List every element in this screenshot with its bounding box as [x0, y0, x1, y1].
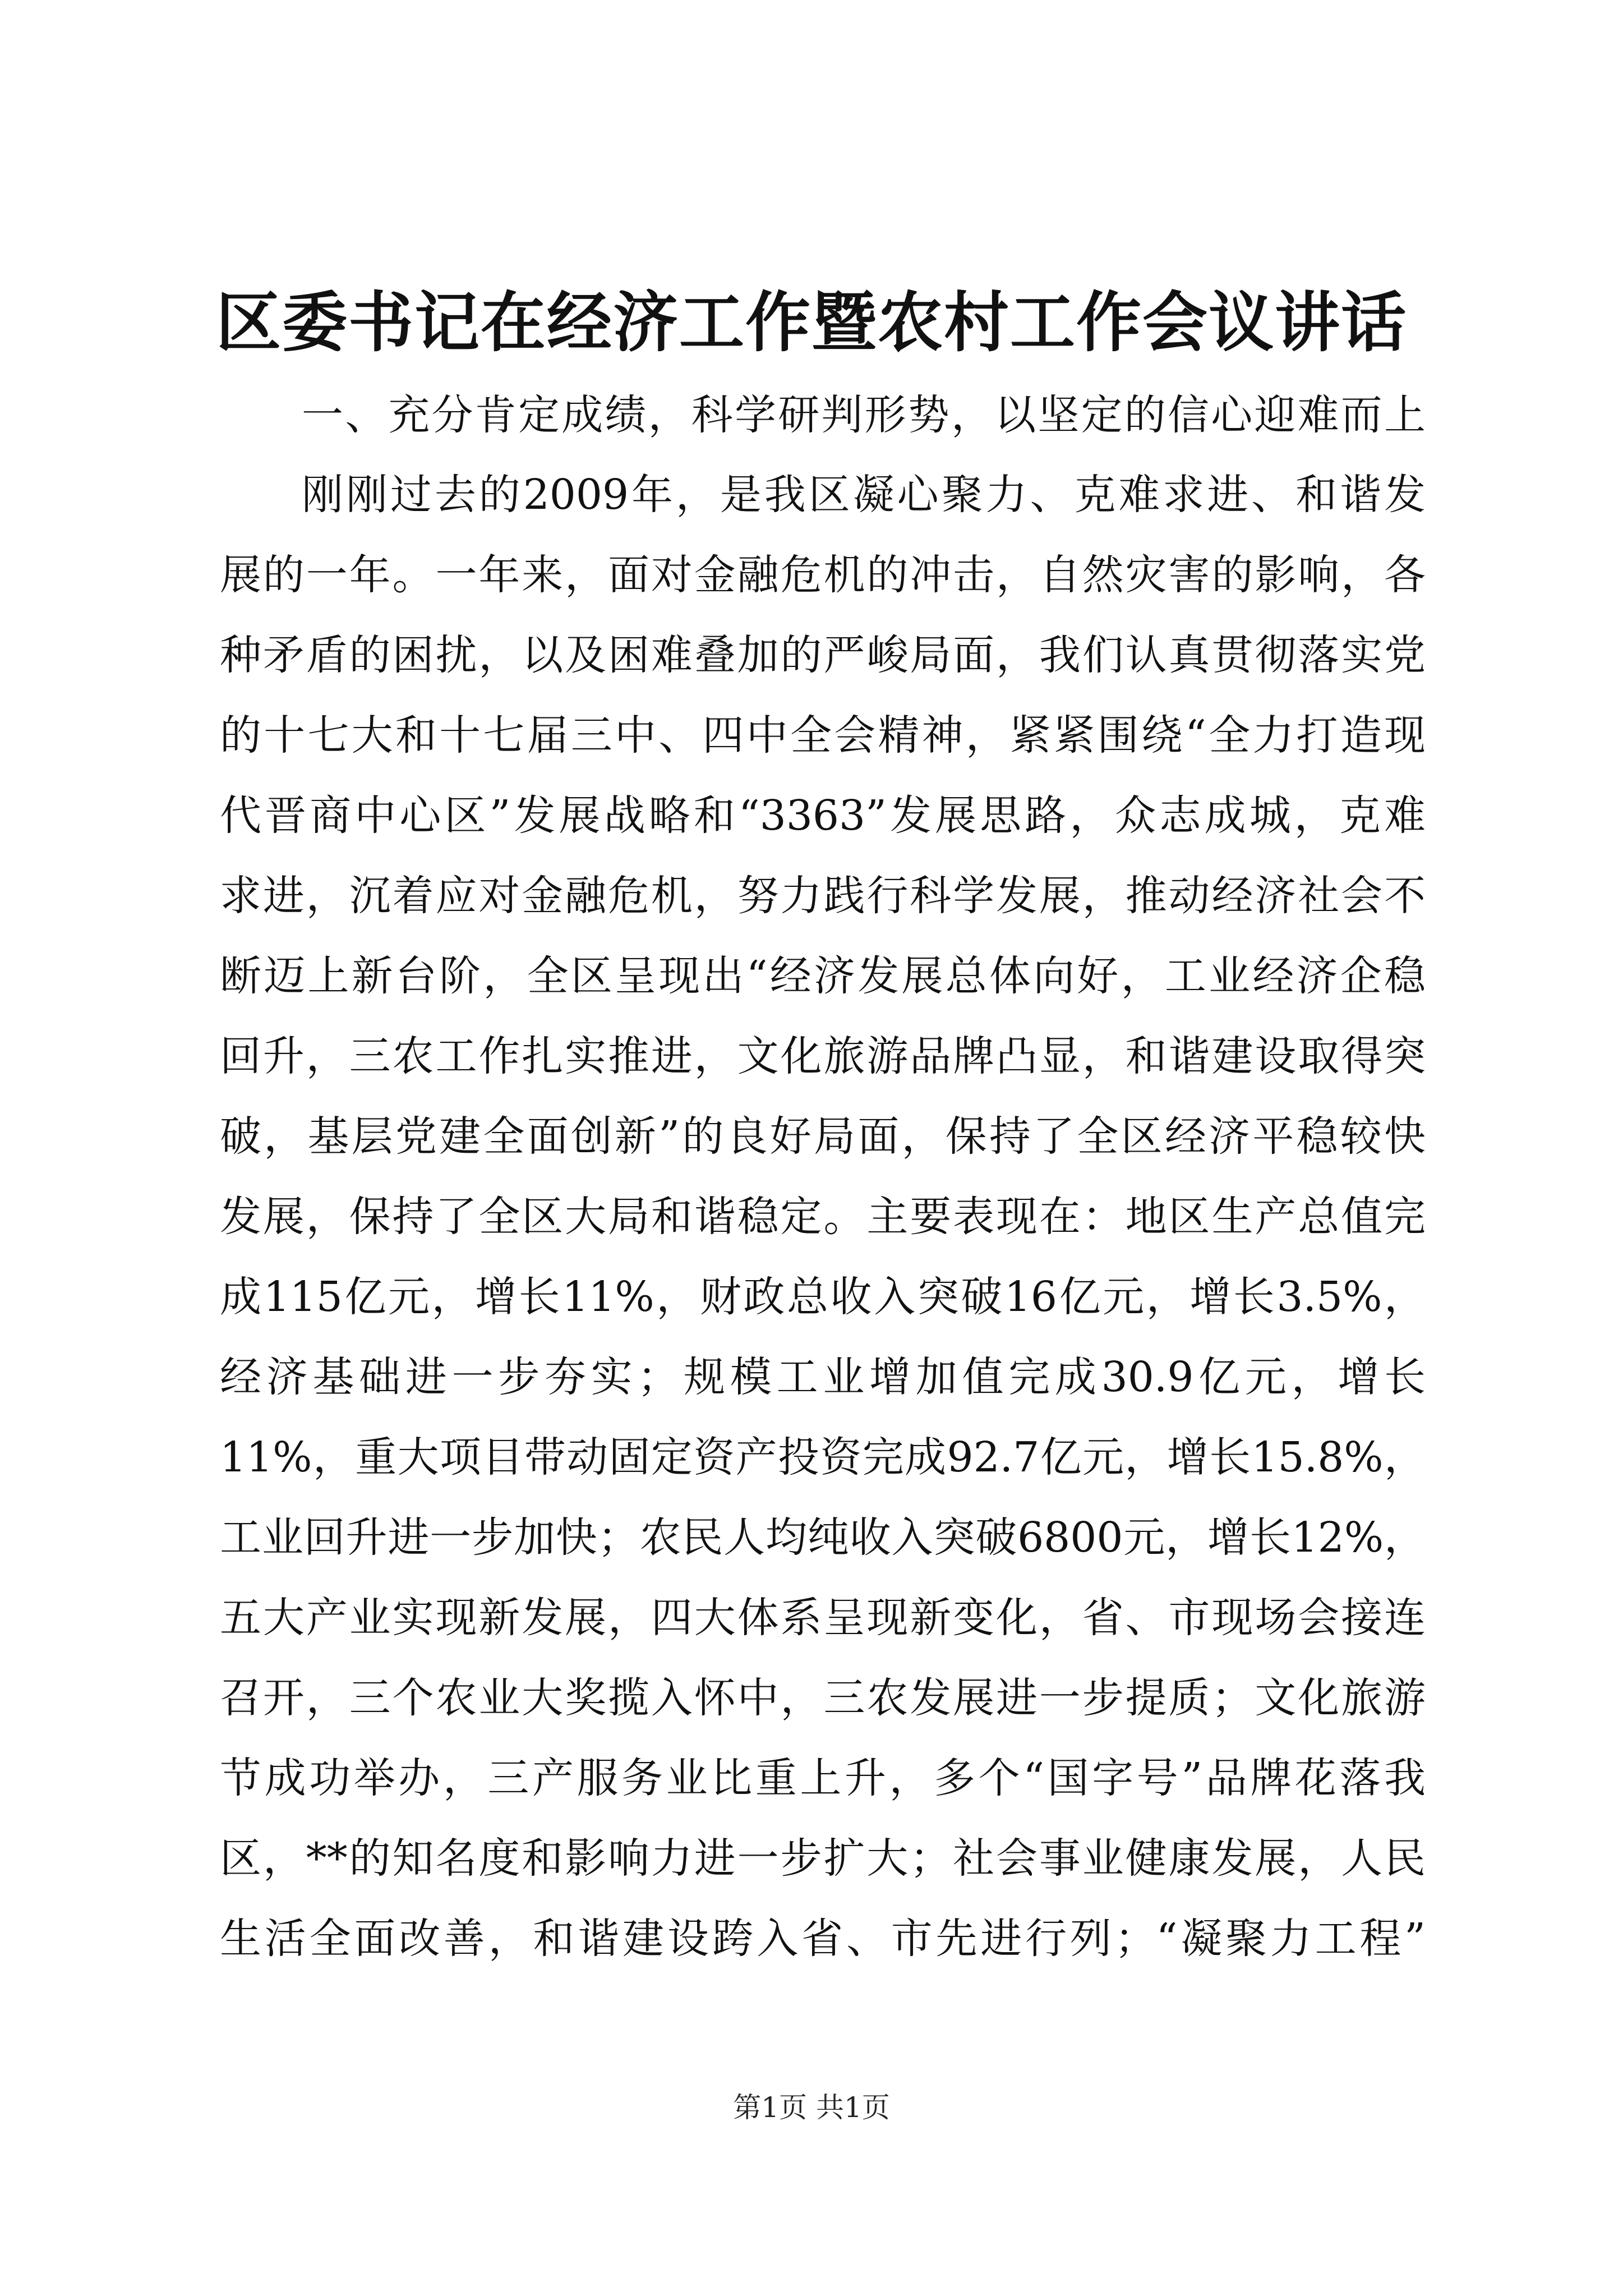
section-heading: 一、充分肯定成绩，科学研判形势，以坚定的信心迎难而上 — [302, 391, 1426, 439]
paragraph-line: 11%，重大项目带动固定资产投资完成92.7亿元，增长15.8%， — [220, 1433, 1426, 1481]
paragraph-line: 成115亿元，增长11%，财政总收入突破16亿元，增长3.5%， — [220, 1273, 1426, 1321]
paragraph-line: 五大产业实现新发展，四大体系呈现新变化，省、市现场会接连 — [220, 1594, 1426, 1642]
paragraph-line: 展的一年。一年来，面对金融危机的冲击，自然灾害的影响，各 — [220, 551, 1426, 599]
document-title: 区委书记在经济工作暨农村工作会议讲话 — [216, 284, 1407, 361]
paragraph-line: 区，**的知名度和影响力进一步扩大；社会事业健康发展，人民 — [220, 1834, 1426, 1883]
paragraph-line: 生活全面改善，和谐建设跨入省、市先进行列；“凝聚力工程” — [220, 1915, 1426, 1963]
page-number-footer: 第1页 共1页 — [733, 2091, 890, 2124]
paragraph-line: 刚刚过去的2009年，是我区凝心聚力、克难求进、和谐发 — [302, 471, 1426, 519]
paragraph-line: 断迈上新台阶，全区呈现出“经济发展总体向好，工业经济企稳 — [220, 952, 1426, 1000]
paragraph-line: 回升，三农工作扎实推进，文化旅游品牌凸显，和谐建设取得突 — [220, 1032, 1426, 1080]
paragraph-line: 工业回升进一步加快；农民人均纯收入突破6800元，增长12%， — [220, 1513, 1426, 1562]
paragraph-line: 的十七大和十七届三中、四中全会精神，紧紧围绕“全力打造现 — [220, 711, 1426, 760]
paragraph-line: 发展，保持了全区大局和谐稳定。主要表现在：地区生产总值完 — [220, 1193, 1426, 1241]
paragraph-line: 破，基层党建全面创新”的良好局面，保持了全区经济平稳较快 — [220, 1112, 1426, 1161]
paragraph-line: 求进，沉着应对金融危机，努力践行科学发展，推动经济社会不 — [220, 872, 1426, 920]
paragraph-line: 召开，三个农业大奖揽入怀中，三农发展进一步提质；文化旅游 — [220, 1674, 1426, 1722]
paragraph-line: 经济基础进一步夯实；规模工业增加值完成30.9亿元，增长 — [220, 1353, 1426, 1401]
paragraph-line: 代晋商中心区”发展战略和“3363”发展思路，众志成城，克难 — [220, 792, 1426, 840]
paragraph-line: 节成功举办，三产服务业比重上升，多个“国字号”品牌花落我 — [220, 1754, 1426, 1802]
paragraph-line: 种矛盾的困扰，以及困难叠加的严峻局面，我们认真贯彻落实党 — [220, 631, 1426, 679]
